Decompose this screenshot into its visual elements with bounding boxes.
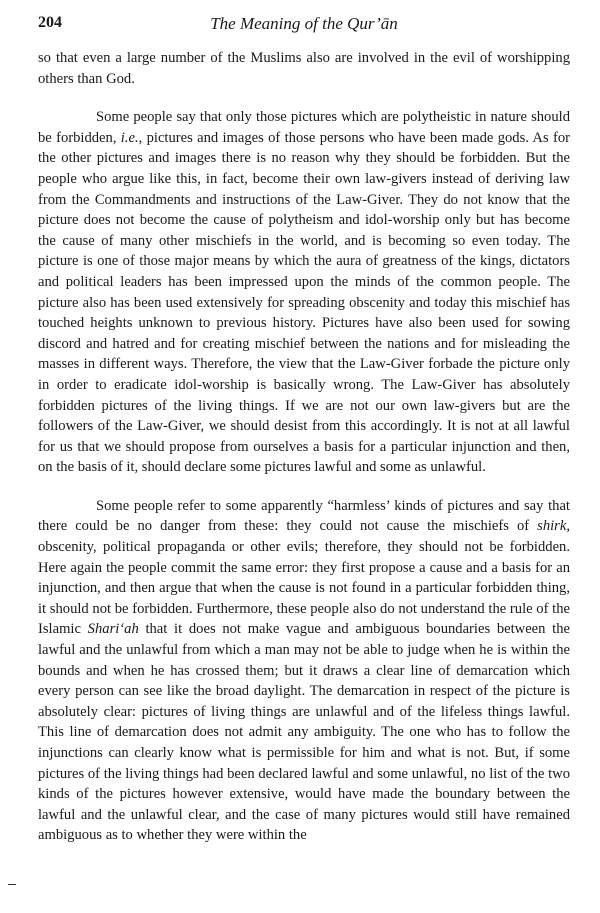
italic-term: shirk, (537, 518, 570, 535)
page-number: 204 (38, 14, 62, 31)
paragraph (38, 496, 570, 846)
text-run: Some people refer to some apparently “harmless’ kinds of pictures and say that there could be no danger from these: they could not cause the mischiefs of (38, 497, 570, 535)
italic-term: i.e., (120, 129, 143, 146)
margin-mark (8, 884, 16, 885)
text-run: obscenity, political propaganda or other evils; therefore, they should not be forbidden. Here again the people commit the same error: they first propose a cause and a basis for an injunction, and then argue that when the cause is not found in a particular forbidden thing, it should not be forbidden. Furthermore, these people also do not understand the rule of the Islamic (38, 539, 570, 638)
text-run: Some people say that only those pictures which are polytheistic in nature should be forbidden, (38, 109, 570, 146)
paragraph (38, 48, 570, 89)
text-run: that it does not make vague and ambiguous boundaries between the lawful and the unlawful from which a man may not be able to judge when he is within the bounds and when he has crossed them; but it draws a clear line of demarcation which every person can see like the broad daylight. The demarcation in respect of the picture is absolutely clear: pictures of living things are unlawful and of the lifeless things lawful. This line of demarcation does not admit any ambiguity. The one who has to follow the injunctions can clearly know what is permissible for him and what is not. But, if some pictures of the living things had been declared lawful and some unlawful, no list of the two kinds of the pictures however extensive, would have made the boundary between the lawful and the unlawful clear, and the case of many pictures would still have remained ambiguous as to whether they were within the (38, 621, 570, 844)
page-header (38, 14, 570, 36)
text-run: pictures and images of those persons who have been made gods. As for the other pictures and images there is no reason why they should be forbidden. But the people who argue like this, in fact, become their own law-givers instead of deriving law from the Commandments and instructions of the Law-Giver. They do not know that the picture does not become the cause of polytheism and idol-worship only but has become the cause of many other mischiefs in the world, and is becoming so even today. The picture is one of those major means by which the aura of greatness of the kings, dictators and political leaders has been impressed upon the minds of the common people. The picture also has been used extensively for spreading obscenity and today this mischief has touched heights unknown to previous history. Pictures have also been used for sowing discord and hatred and for creating mischief between the nations and for misleading the masses in different ways. Therefore, the view that the Law-Giver forbade the picture only in order to eradicate idol-worship is basically wrong. The Law-Giver has absolutely forbidden pictures of the living things. If we are not our own law-givers but are the followers of the Law-Giver, we should desist from this accordingly. It is not at all lawful for us that we should propose from ourselves a basis for a particular injunction and then, on the basis of it, should declare some pictures lawful and some as unlawful. (38, 129, 570, 476)
body-text (38, 48, 570, 846)
text-run: so that even a large number of the Muslims also are involved in the evil of worshipping others than God. (38, 50, 570, 87)
italic-term: Shari‘ah (87, 621, 139, 638)
paragraph (38, 107, 570, 478)
running-title: The Meaning of the Qur’ān (210, 14, 398, 33)
